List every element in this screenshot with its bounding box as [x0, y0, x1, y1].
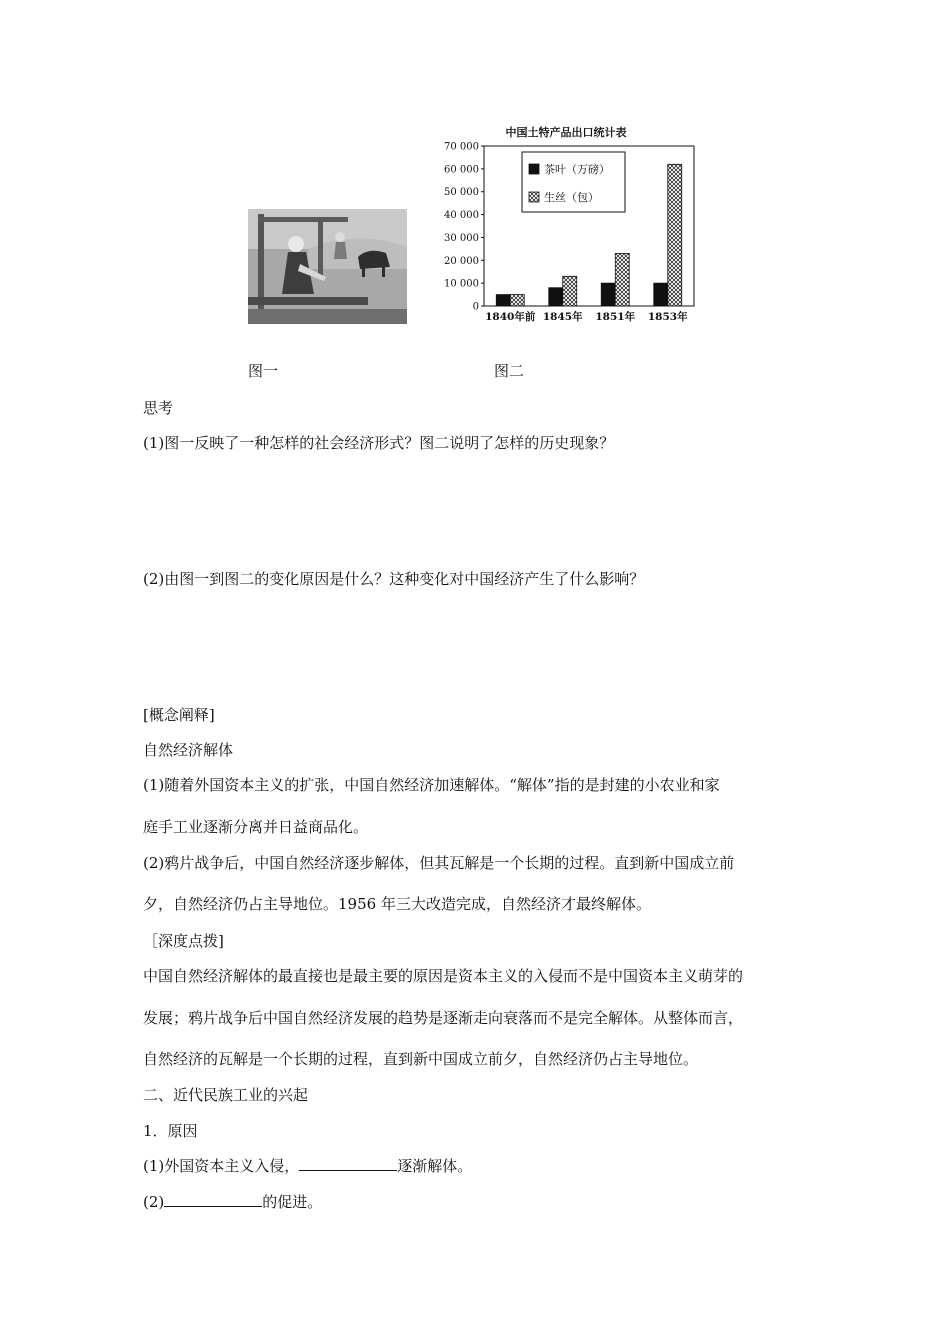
y-tick-label: 40 000 [444, 210, 479, 222]
y-tick-label: 10 000 [444, 278, 479, 290]
question-2: (2)由图一到图二的变化原因是什么？这种变化对中国经济产生了什么影响？ [143, 570, 645, 588]
reason-2 [143, 1191, 322, 1212]
legend-label: 茶叶（万磅） [544, 163, 610, 176]
y-tick-label: 30 000 [444, 232, 479, 244]
legend-swatch [529, 164, 539, 174]
concept-header: [概念阐释] [143, 706, 215, 724]
reason-1-prefix: (1)外国资本主义入侵， [143, 1157, 300, 1175]
reason-heading: 1．原因 [143, 1122, 198, 1140]
bar-tea [654, 283, 668, 306]
concept-point-1-line-2: 庭手工业逐渐分离并日益商品化。 [143, 818, 369, 836]
deep-line-3: 自然经济的瓦解是一个长期的过程，直到新中国成立前夕，自然经济仍占主导地位。 [143, 1050, 699, 1068]
y-tick-label: 70 000 [444, 141, 479, 153]
weaving-scene-image [248, 209, 407, 324]
reason-2-suffix: 的促进。 [262, 1193, 323, 1211]
concept-point-2-line-2: 夕，自然经济仍占主导地位。1956 年三大改造完成，自然经济才最终解体。 [143, 895, 651, 913]
bar-tea [496, 295, 510, 306]
figure-2-caption: 图二 [494, 362, 525, 380]
bar-silk [668, 164, 682, 306]
y-tick-label: 50 000 [444, 187, 479, 199]
chart-legend [522, 152, 625, 212]
concept-point-1-line-1: (1)随着外国资本主义的扩张，中国自然经济加速解体。“解体”指的是封建的小农业和家 [143, 776, 720, 794]
deep-line-1: 中国自然经济解体的最直接也是最主要的原因是资本主义的入侵而不是中国资本主义萌芽的 [143, 967, 744, 985]
fill-blank-1[interactable] [299, 1156, 397, 1171]
export-bar-chart [432, 122, 702, 332]
x-tick-label: 1840年前 [485, 311, 536, 323]
bar-silk [510, 295, 524, 306]
reason-2-prefix: (2) [143, 1193, 165, 1211]
deep-header: ［深度点拨] [143, 932, 224, 950]
y-tick-label: 20 000 [444, 255, 479, 267]
concept-point-2-line-1: (2)鸦片战争后，中国自然经济逐步解体，但其瓦解是一个长期的过程。直到新中国成立前 [143, 854, 735, 872]
y-tick-label: 0 [472, 301, 479, 313]
fill-blank-2[interactable] [164, 1192, 262, 1207]
y-tick-label: 60 000 [444, 164, 479, 176]
section-2-heading: 二、近代民族工业的兴起 [143, 1086, 309, 1104]
deep-line-2: 发展；鸦片战争后中国自然经济发展的趋势是逐渐走向衰落而不是完全解体。从整体而言， [143, 1009, 744, 1027]
concept-title: 自然经济解体 [143, 741, 234, 759]
x-tick-label: 1851年 [595, 311, 636, 323]
legend-swatch [529, 192, 539, 202]
bar-tea [549, 288, 563, 306]
legend-label: 生丝（包） [544, 191, 599, 204]
x-tick-label: 1845年 [542, 311, 583, 323]
chart-title: 中国土特产品出口统计表 [505, 126, 627, 139]
bar-silk [563, 276, 577, 306]
question-1: (1)图一反映了一种怎样的社会经济形式？图二说明了怎样的历史现象？ [143, 434, 615, 452]
x-tick-label: 1853年 [647, 311, 688, 323]
figure-1-illustration [248, 209, 407, 324]
reason-1-suffix: 逐渐解体。 [397, 1157, 473, 1175]
figure-1-caption: 图一 [248, 362, 279, 380]
bar-silk [615, 253, 629, 306]
think-heading: 思考 [143, 399, 174, 417]
bar-tea [601, 283, 615, 306]
reason-1 [143, 1155, 472, 1176]
